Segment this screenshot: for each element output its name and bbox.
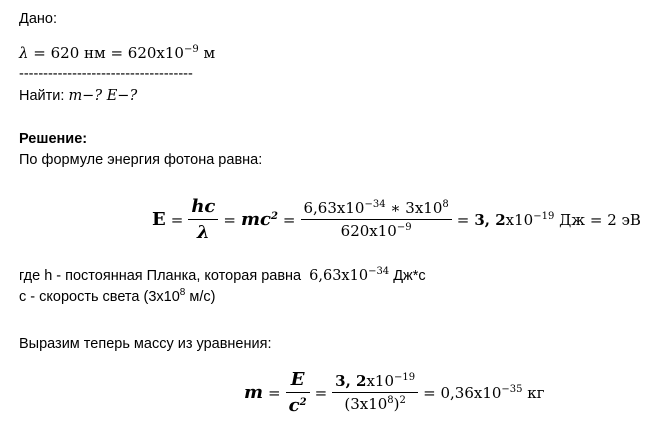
mass-numerator [332,372,418,392]
energy-result-bold: 3, 2 [474,210,506,229]
num-speed: ∗ 3x10 [385,199,443,217]
mass-eq2: = [314,383,328,402]
mass-result-unit: кг [522,383,545,402]
energy-frac-numeric [301,199,452,240]
find-label: Найти: [19,88,65,104]
planck-line [19,268,426,284]
lambda-unit: м [203,44,216,62]
mass-frac-numeric [332,372,418,413]
planck-exp: −34 [368,266,390,277]
planck-value [309,268,389,284]
num-planck: 6,63x10 [303,199,365,217]
mass-den-inner-exp: 8 [387,395,394,406]
mass-den-open: (3x10 [344,395,388,413]
mass-den-close: ) [393,395,400,413]
separator: ------------------------------------ [19,66,193,82]
c-exp: 8 [179,287,186,298]
mass-num-rest: x10 [366,372,395,390]
num-speed-exp: 8 [442,199,449,210]
mc-text: mc [240,209,271,230]
solution-heading: Решение: [19,131,88,147]
frac-hc: hc [191,196,216,217]
mass-c-exp: 2 [299,397,307,408]
mass-num-bold: 3, 2 [335,372,367,390]
energy-result-rest: x10 [505,210,534,229]
energy-frac-hc-lambda [188,196,218,243]
lambda-symbol: λ [19,44,29,62]
mass-result-exp: −35 [501,383,523,395]
mass-m: m [244,382,264,403]
mass-c: c [288,395,300,416]
den-lambda-exp: −9 [396,222,412,233]
energy-result [474,211,641,229]
find-line [19,88,137,104]
mass-den-outer-exp: 2 [399,395,406,406]
mass-eq1: = [268,383,281,402]
find-vars: m−? E−? [68,88,138,104]
energy-eq1: = [170,210,184,229]
c-text: с - скорость света (3x10 [19,289,180,305]
den-lambda: 620x10 [340,222,397,240]
given-title: Дано: [19,11,57,27]
given-lambda-line [19,44,215,62]
mass-result [423,384,544,402]
mass-frac-E-c2 [286,369,310,416]
energy-equation [152,196,641,243]
energy-E: E [152,209,166,230]
energy-result-tail: Дж = 2 эВ [554,210,641,229]
mass-denominator [332,392,418,413]
planck-text: где h - постоянная Планка, которая равна [19,268,302,284]
energy-eq4: = [456,210,470,229]
planck-number: 6,63x10 [309,268,369,284]
energy-mc [241,209,278,230]
mass-result-value: = 0,36x10 [423,383,502,402]
lambda-value: = 620 нм = 620x10 [33,44,184,62]
mass-num-exp: −19 [394,372,416,383]
energy-eq3: = [282,210,296,229]
energy-result-exp: −19 [533,210,555,222]
mass-intro: Выразим теперь массу из уравнения: [19,336,272,352]
solution-intro: По формуле энергия фотона равна: [19,152,263,168]
mc-exp: 2 [270,211,278,222]
mass-frac-c2 [286,392,310,416]
mass-equation [244,369,545,416]
frac-numerator [301,199,452,219]
mass-frac-E: E [290,369,305,390]
planck-unit: Дж*с [393,268,426,284]
c-unit: м/с) [185,289,216,305]
frac-denominator [301,219,452,240]
energy-eq2: = [223,210,236,229]
lambda-exp: −9 [183,44,199,55]
frac-lambda: λ [188,219,218,243]
num-planck-exp: −34 [364,199,386,210]
c-line [19,289,215,305]
